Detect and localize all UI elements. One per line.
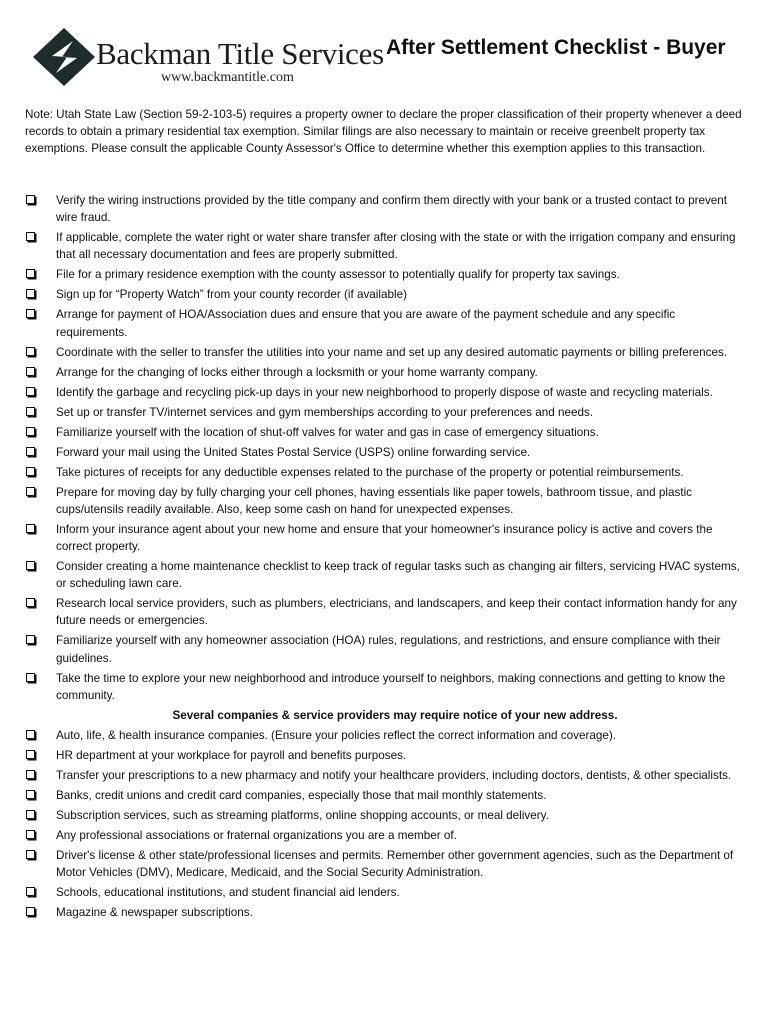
checklist-item	[0, 384, 770, 401]
checklist-item-text: Driver's license & other state/professional licenses and permits. Remember other government agencies, such as the Department of Motor Vehicles (DMV), Medicare, Medicaid, and the Social Security Administration.	[56, 848, 734, 880]
document-header	[0, 0, 770, 100]
checkbox-icon[interactable]	[26, 673, 35, 682]
checklist-item-text: Take pictures of receipts for any deductible expenses related to the purchase of the property or potential reimbursements.	[56, 465, 684, 479]
checklist-item-text: Prepare for moving day by fully charging your cell phones, having essentials like paper towels, bathroom tissue, and plastic cups/utensils readily available. Also, keep some cash on hand for unexpected expenses.	[56, 485, 693, 516]
checklist-item	[0, 266, 770, 283]
checkbox-icon[interactable]	[26, 269, 35, 278]
company-website: www.backmantitle.com	[161, 70, 294, 85]
checklist-item-text: If applicable, complete the water right or water share transfer after closing with the state or with the irrigation company and ensuring that all necessary documentation and fees are properly submitted.	[56, 231, 736, 262]
checklist-item	[0, 286, 770, 303]
checkbox-icon[interactable]	[26, 790, 35, 799]
checklist-item	[0, 670, 770, 704]
checklist-item	[0, 904, 770, 921]
checklist-item	[0, 727, 770, 744]
checklist-item-text: HR department at your workplace for payroll and benefits purposes.	[56, 748, 407, 762]
checkbox-icon[interactable]	[26, 830, 35, 839]
checkbox-icon[interactable]	[26, 447, 35, 456]
checklist-item-text: Banks, credit unions and credit card companies, especially those that mail monthly statements.	[56, 788, 547, 802]
checklist-item-text: Sign up for “Property Watch” from your county recorder (if available)	[56, 288, 407, 302]
checklist-item-text: Verify the wiring instructions provided by the title company and confirm them directly with your bank or a trusted contact to prevent wire fraud.	[56, 194, 728, 225]
notice-heading: Several companies & service providers may require notice of your new address.	[172, 708, 618, 722]
checklist-item	[0, 424, 770, 441]
checkbox-icon[interactable]	[26, 387, 35, 396]
page-title: After Settlement Checklist - Buyer	[386, 36, 726, 59]
checklist-item-text: Familiarize yourself with the location of shut-off valves for water and gas in case of emergency situations.	[56, 425, 599, 439]
checkbox-icon[interactable]	[26, 561, 35, 570]
checklist-item	[0, 632, 770, 666]
checklist-item	[0, 807, 770, 824]
checkbox-icon[interactable]	[26, 907, 35, 916]
checklist-item-text: Schools, educational institutions, and student financial aid lenders.	[56, 886, 400, 900]
checklist-item	[0, 595, 770, 629]
checkbox-icon[interactable]	[26, 810, 35, 819]
checklist-item	[0, 306, 770, 340]
checkbox-icon[interactable]	[26, 427, 35, 436]
checkbox-icon[interactable]	[26, 232, 35, 241]
checklist-item	[0, 827, 770, 844]
checklist-item-text: Any professional associations or fraternal organizations you are a member of.	[56, 828, 457, 842]
checklist-item-text: Identify the garbage and recycling pick-up days in your new neighborhood to properly dispose of waste and recycling materials.	[56, 385, 713, 399]
checklist-item	[0, 484, 770, 518]
checklist-item	[0, 521, 770, 555]
checkbox-icon[interactable]	[26, 524, 35, 533]
checklist-item-text: Subscription services, such as streaming platforms, online shopping accounts, or meal delivery.	[56, 808, 549, 822]
checklist-item	[0, 787, 770, 804]
checklist-item	[0, 444, 770, 461]
checklist-item-text: Take the time to explore your new neighborhood and introduce yourself to neighbors, making connections and getting to know the community.	[56, 671, 726, 702]
checkbox-icon[interactable]	[26, 850, 35, 859]
checklist-item-text: Inform your insurance agent about your new home and ensure that your homeowner's insurance policy is active and covers the correct property.	[56, 522, 713, 554]
checklist-item-text: Magazine & newspaper subscriptions.	[56, 906, 253, 920]
checkbox-icon[interactable]	[26, 309, 35, 318]
checklist-item-text: Arrange for payment of HOA/Association dues and ensure that you are aware of the payment schedule and any specific requirements.	[56, 308, 676, 339]
checklist-item-text: Coordinate with the seller to transfer the utilities into your name and set up any desired automatic payments or billing preferences.	[56, 345, 728, 359]
checklist-item	[0, 884, 770, 901]
checklist-item	[0, 847, 770, 881]
checkbox-icon[interactable]	[26, 487, 35, 496]
checklist-item-text: Auto, life, & health insurance companies. (Ensure your policies reflect the correct information and coverage).	[56, 728, 616, 742]
checkbox-icon[interactable]	[26, 635, 35, 644]
checklist-item	[0, 464, 770, 481]
checklist-item	[0, 558, 770, 592]
checklist-item-text: Familiarize yourself with any homeowner association (HOA) rules, regulations, and restrictions, and ensure compliance with their guidelines.	[56, 634, 721, 665]
company-name: Backman Title Services	[96, 36, 384, 71]
checklist-item	[0, 229, 770, 263]
checklist-item	[0, 404, 770, 421]
checklist-item-text: File for a primary residence exemption with the county assessor to potentially qualify for property tax savings.	[56, 268, 620, 282]
checklist-item	[0, 364, 770, 381]
checkbox-icon[interactable]	[26, 195, 35, 204]
checkbox-icon[interactable]	[26, 347, 35, 356]
checklist-item	[0, 747, 770, 764]
checklist-item-text: Transfer your prescriptions to a new pharmacy and notify your healthcare providers, including doctors, dentists, & other specialists.	[56, 768, 732, 782]
checklist-item	[0, 344, 770, 361]
checklist-item	[0, 192, 770, 226]
checklist-item	[0, 767, 770, 784]
checkbox-icon[interactable]	[26, 887, 35, 896]
checkbox-icon[interactable]	[26, 598, 35, 607]
checklist	[0, 192, 770, 924]
checkbox-icon[interactable]	[26, 770, 35, 779]
checklist-item-text: Forward your mail using the United States Postal Service (USPS) online forwarding service.	[56, 445, 531, 459]
checklist-item-text: Research local service providers, such as plumbers, electricians, and landscapers, and keep their contact information handy for any future needs or emergencies.	[56, 597, 737, 628]
checklist-item-text: Consider creating a home maintenance checklist to keep track of regular tasks such as changing air filters, servicing HVAC systems, or scheduling lawn care.	[56, 560, 740, 591]
checkbox-icon[interactable]	[26, 407, 35, 416]
checkbox-icon[interactable]	[26, 467, 35, 476]
checklist-item-text: Set up or transfer TV/internet services and gym memberships according to your preferences and needs.	[56, 405, 594, 419]
legal-note: Note: Utah State Law (Section 59-2-103-5) requires a property owner to declare the proper classification of their property whenever a deed records to obtain a primary residential tax exemption. Similar filings are also necessary to maintain or receive greenbelt property tax exemptions. Please consult the applicable County Assessor's Office to determine whether this exemption applies to this transaction.	[25, 108, 742, 156]
checkbox-icon[interactable]	[26, 367, 35, 376]
checkbox-icon[interactable]	[26, 750, 35, 759]
checkbox-icon[interactable]	[26, 730, 35, 739]
checkbox-icon[interactable]	[26, 289, 35, 298]
backman-logo-icon	[33, 28, 95, 86]
checklist-item-text: Arrange for the changing of locks either through a locksmith or your home warranty company.	[56, 365, 538, 379]
